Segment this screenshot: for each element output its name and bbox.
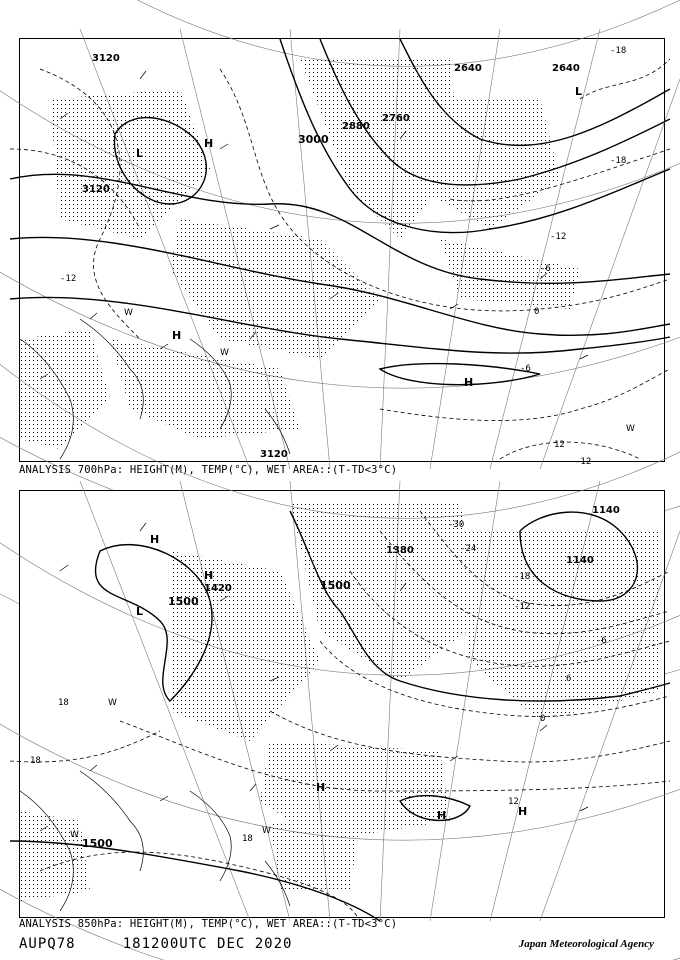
isotherm-label: -12 xyxy=(575,457,592,467)
isotherm-label: -30 xyxy=(448,520,465,530)
isotherm-label: -18 xyxy=(610,156,627,166)
wet-area xyxy=(20,59,583,449)
height-label: 3120 xyxy=(260,449,288,460)
isotherm-label: -12 xyxy=(514,602,531,612)
isotherm-label: -6 xyxy=(520,364,531,374)
high-center-label: H xyxy=(437,809,447,822)
map-panel-850hpa xyxy=(19,490,665,918)
high-center-label: H xyxy=(316,781,326,794)
isotherm-label: 0 xyxy=(534,307,540,317)
high-center-label: H xyxy=(204,569,214,582)
map-850hpa xyxy=(20,491,664,917)
isotherm-label: -6 xyxy=(596,636,607,646)
isotherm-label: -18 xyxy=(514,572,531,582)
isotherm-label: -12 xyxy=(60,274,77,284)
high-center-label: H xyxy=(172,329,182,342)
low-center-label: L xyxy=(136,605,144,618)
high-center-label: H xyxy=(518,805,528,818)
height-label: 2640 xyxy=(552,63,580,74)
high-center-label: H xyxy=(464,376,474,389)
height-label: 1380 xyxy=(386,545,414,556)
isotherm-label: 0 xyxy=(540,714,546,724)
height-label: 1140 xyxy=(592,505,620,516)
height-label: 2760 xyxy=(382,113,410,124)
warm-center-label: W xyxy=(70,830,79,840)
warm-center-label: W xyxy=(220,348,229,358)
chart-identifier xyxy=(19,936,292,952)
height-label: 3000 xyxy=(298,133,329,146)
height-label: 3120 xyxy=(92,53,120,64)
isotherm-label: 18 xyxy=(58,698,69,708)
agency-credit: Japan Meteorological Agency xyxy=(518,938,654,950)
map-700hpa xyxy=(20,39,664,467)
high-center-label: H xyxy=(150,533,160,546)
isotherm-label: 18 xyxy=(242,834,253,844)
low-center-label: L xyxy=(136,147,144,160)
height-label: 2640 xyxy=(454,63,482,74)
low-center-label: L xyxy=(575,85,583,98)
warm-center-label: W xyxy=(626,424,635,434)
caption-700hpa: ANALYSIS 700hPa: HEIGHT(M), TEMP(°C), WET AREA::(T-TD<3°C) xyxy=(19,464,398,476)
map-panel-700hpa xyxy=(19,38,665,467)
height-label: 1500 xyxy=(168,595,199,608)
height-label: 3120 xyxy=(82,184,110,195)
height-label: 1420 xyxy=(204,583,232,594)
height-label: 2880 xyxy=(342,121,370,132)
valid-time: 181200UTC DEC 2020 xyxy=(122,936,293,952)
isotherm-label: 18 xyxy=(30,756,41,766)
warm-center-label: W xyxy=(124,308,133,318)
warm-center-label: W xyxy=(262,826,271,836)
isotherm-label: -6 xyxy=(540,264,551,274)
isotherm-label: -12 xyxy=(550,232,567,242)
height-label: 1500 xyxy=(320,579,351,592)
isotherm-label: 12 xyxy=(554,440,565,450)
high-center-label: H xyxy=(204,137,214,150)
isotherm-label: -24 xyxy=(460,544,477,554)
caption-850hpa: ANALYSIS 850hPa: HEIGHT(M), TEMP(°C), WET AREA::(T-TD<3°C) xyxy=(19,918,398,930)
height-label: 1140 xyxy=(566,555,594,566)
warm-center-label: W xyxy=(108,698,117,708)
height-label: 1500 xyxy=(82,837,113,850)
isotherm-label: -18 xyxy=(610,46,627,56)
isotherm-label: 12 xyxy=(508,797,519,807)
chart-code: AUPQ78 xyxy=(19,936,76,952)
isotherm-label: 6 xyxy=(566,674,572,684)
